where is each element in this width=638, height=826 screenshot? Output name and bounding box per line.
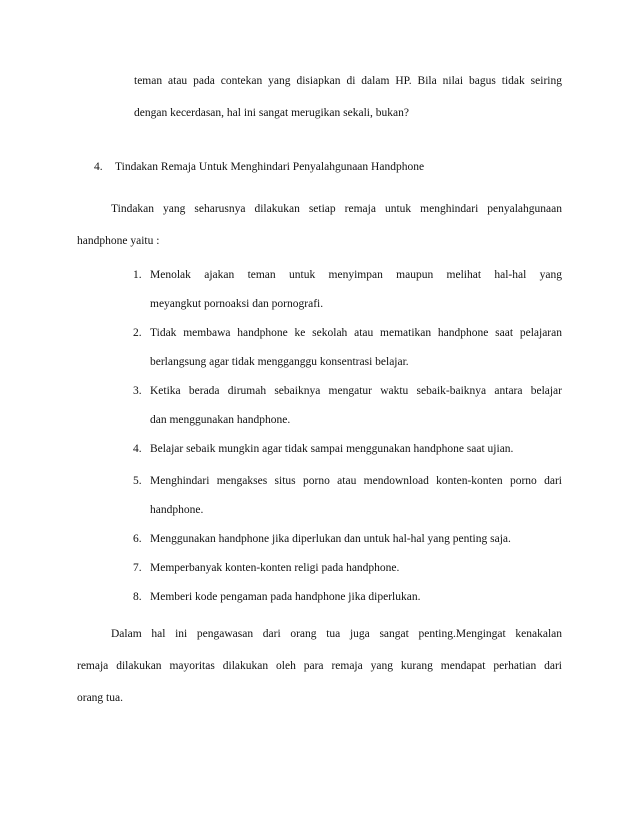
list-item-number: 8. (133, 591, 142, 603)
section-number: 4. (94, 161, 103, 173)
intro-line-1: teman atau pada contekan yang disiapkan di dalam HP. Bila nilai bagus tidak seiring (134, 75, 562, 87)
intro-line-2: dengan kecerdasan, hal ini sangat merugikan sekali, bukan? (134, 107, 409, 119)
list-item-number: 6. (133, 533, 142, 545)
list-item-line: Tidak membawa handphone ke sekolah atau mematikan handphone saat pelajaran (150, 327, 562, 339)
list-item-number: 5. (133, 475, 142, 487)
list-item-line: Menolak ajakan teman untuk menyimpan maupun melihat hal-hal yang (150, 269, 562, 281)
list-item-line: meyangkut pornoaksi dan pornografi. (150, 298, 324, 310)
list-item-line: Memberi kode pengaman pada handphone jika diperlukan. (150, 591, 421, 603)
list-item-number: 3. (133, 385, 142, 397)
paragraph1-line-1: Tindakan yang seharusnya dilakukan setiap remaja untuk menghindari penyalahgunaan (111, 203, 562, 215)
list-item-line: dan menggunakan handphone. (150, 414, 291, 426)
list-item-line: Menggunakan handphone jika diperlukan dan untuk hal-hal yang penting saja. (150, 533, 511, 545)
list-item-number: 4. (133, 443, 142, 455)
list-item-line: Menghindari mengakses situs porno atau mendownload konten-konten porno dari (150, 475, 562, 487)
list-item-line: berlangsung agar tidak mengganggu konsentrasi belajar. (150, 356, 409, 368)
list-item-line: handphone. (150, 504, 204, 516)
section-title: Tindakan Remaja Untuk Menghindari Penyalahgunaan Handphone (115, 161, 425, 173)
paragraph1-line-2: handphone yaitu : (77, 235, 160, 247)
paragraph2-line-1: Dalam hal ini pengawasan dari orang tua juga sangat penting.Mengingat kenakalan (111, 628, 562, 640)
list-item-line: Ketika berada dirumah sebaiknya mengatur waktu sebaik-baiknya antara belajar (150, 385, 562, 397)
list-item-line: Memperbanyak konten-konten religi pada handphone. (150, 562, 400, 574)
list-item-number: 1. (133, 269, 142, 281)
list-item-line: Belajar sebaik mungkin agar tidak sampai menggunakan handphone saat ujian. (150, 443, 514, 455)
paragraph2-line-2: remaja dilakukan mayoritas dilakukan oleh para remaja yang kurang mendapat perhatian dari (77, 660, 562, 672)
list-item-number: 2. (133, 327, 142, 339)
paragraph2-line-3: orang tua. (77, 692, 123, 704)
list-item-number: 7. (133, 562, 142, 574)
